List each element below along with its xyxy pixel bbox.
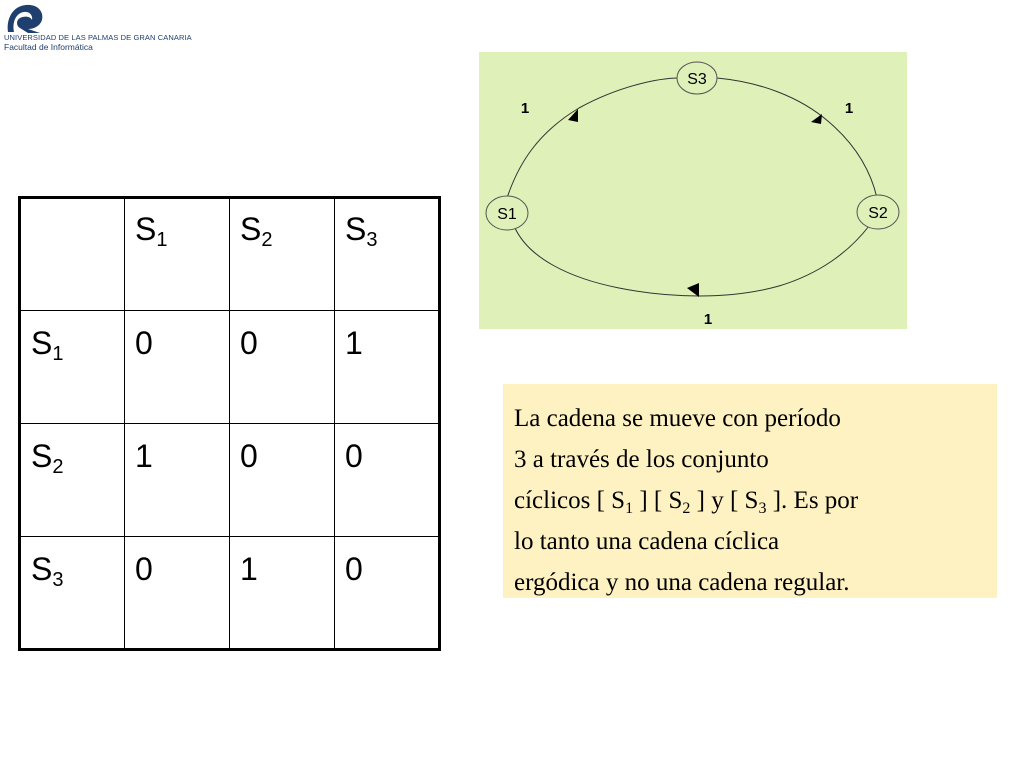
edge-s1-to-s3-label: 1 [520, 100, 530, 117]
matrix-row-s1 [20, 311, 440, 424]
edge-s3-to-s2 [717, 78, 877, 198]
matrix-cell: 0 [230, 424, 335, 537]
matrix-cell: 0 [335, 424, 440, 537]
note-line: 3 a través de los conjunto [514, 446, 769, 473]
node-s1-label: S1 [497, 206, 517, 223]
matrix-row-s2 [20, 424, 440, 537]
university-logo [0, 0, 200, 56]
note-line: La cadena se mueve con período [514, 405, 841, 432]
note-line: lo tanto una cadena cíclica [514, 528, 780, 555]
matrix-cell: 0 [335, 537, 440, 650]
arrowhead-s3-to-s2 [811, 114, 822, 124]
matrix-cell: 0 [125, 311, 230, 424]
node-s2-label: S2 [868, 205, 888, 222]
matrix-row-header: $S_2$ [20, 424, 125, 537]
edge-s2-to-s1-label: 1 [703, 311, 713, 328]
matrix-corner-cell [20, 198, 125, 311]
matrix-cell: 0 [125, 537, 230, 650]
arrowhead-s2-to-s1 [687, 283, 699, 297]
matrix-cell: 1 [125, 424, 230, 537]
state-diagram-canvas [479, 52, 907, 329]
node-s3 [677, 62, 717, 94]
matrix-cell: 0 [230, 311, 335, 424]
ulpgc-logo-icon [2, 2, 46, 34]
matrix-row-header: $S_3$ [20, 537, 125, 650]
transition-matrix [18, 196, 441, 651]
logo-university-name: UNIVERSIDAD DE LAS PALMAS DE GRAN CANARIA [4, 33, 192, 42]
node-s2 [857, 195, 899, 229]
matrix-col-header-s2: $S_2$ [230, 198, 335, 311]
explanation-note [503, 384, 997, 598]
matrix-col-header-s1: $S_1$ [125, 198, 230, 311]
edge-s3-to-s2-label: 1 [844, 100, 854, 117]
node-s3-label: S3 [687, 71, 707, 88]
note-line: ergódica y no una cadena regular. [514, 569, 850, 596]
matrix-row-s3 [20, 537, 440, 650]
matrix-col-header-s3: $S_3$ [335, 198, 440, 311]
state-diagram [479, 52, 907, 329]
edge-s1-to-s3 [507, 78, 679, 198]
matrix-row-header: $S_1$ [20, 311, 125, 424]
logo-faculty-name: Facultad de Informática [4, 42, 93, 52]
matrix-cell: 1 [230, 537, 335, 650]
edge-s2-to-s1 [515, 226, 869, 296]
node-s1 [486, 196, 528, 230]
matrix-header-row [20, 198, 440, 311]
arrowhead-s1-to-s3 [568, 109, 578, 122]
note-line: cíclicos [ $S_1$ ] [ $S_2$ ] y [ $S_3$ ]. Es por [514, 487, 859, 517]
matrix-cell: 1 [335, 311, 440, 424]
